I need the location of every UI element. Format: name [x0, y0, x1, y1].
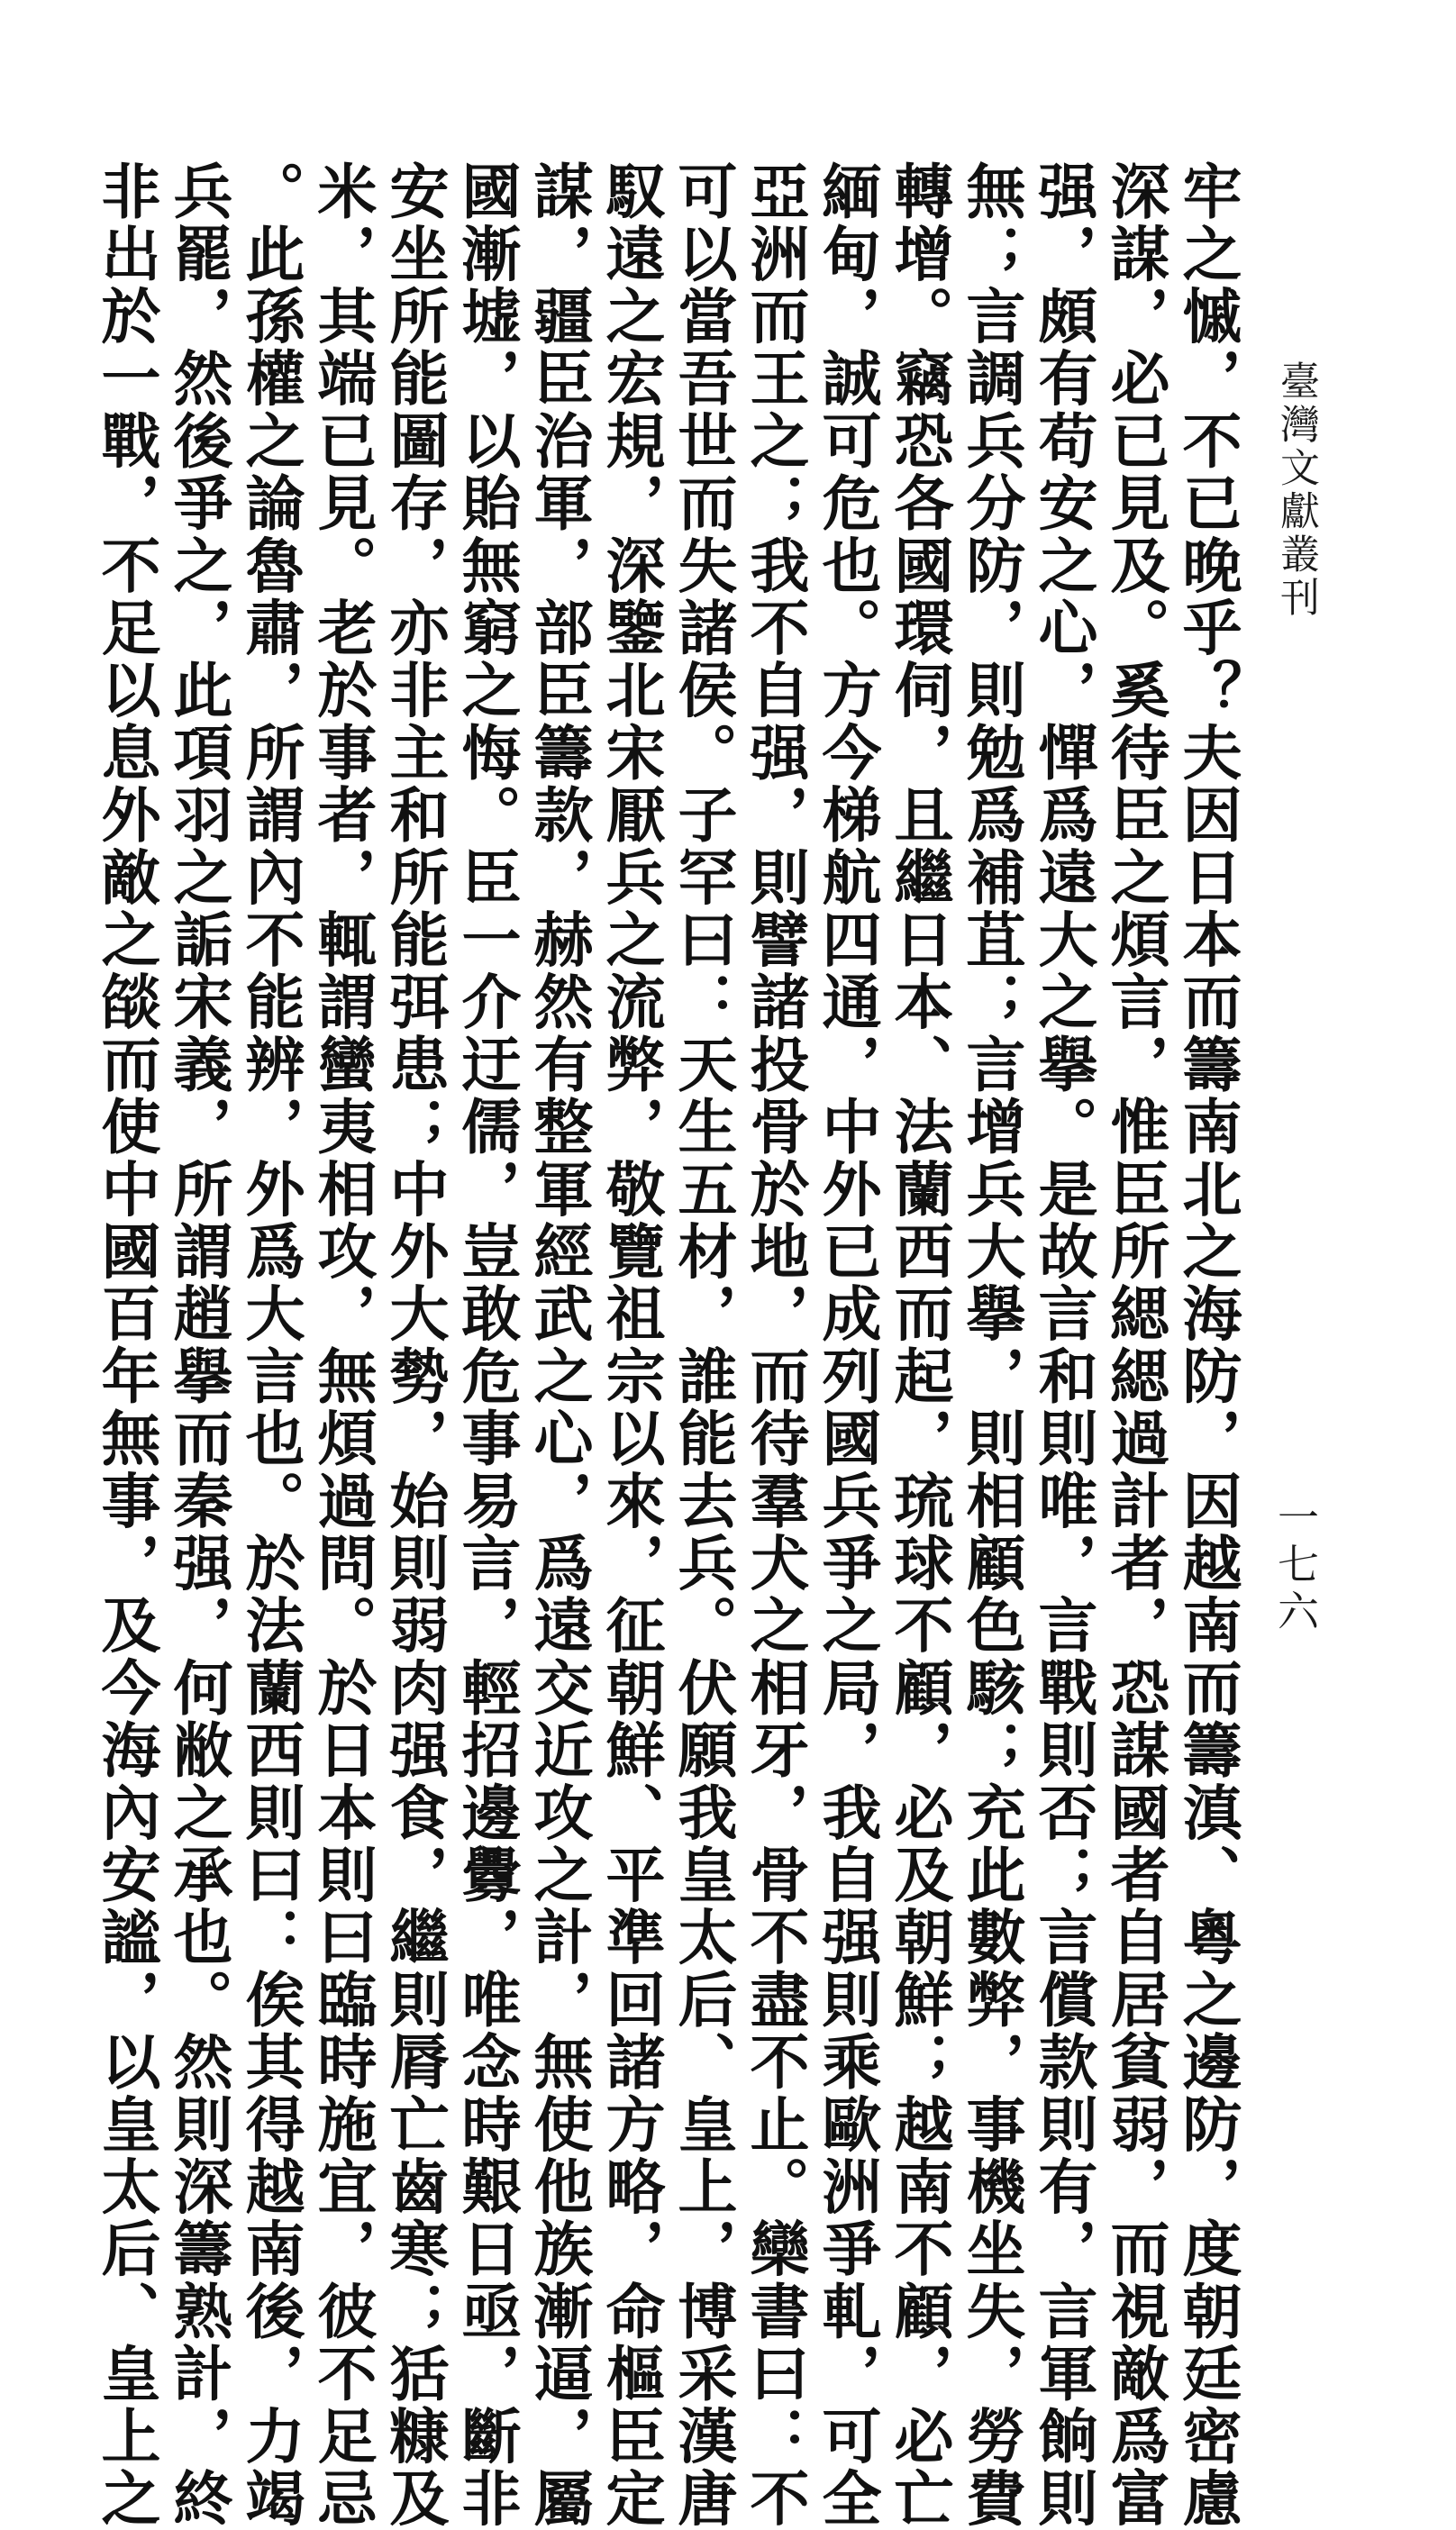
text-column: 亞洲而王之；我不自强，則譬諸投骨於地，而待羣犬之相牙，骨不盡不止。欒書曰：不 — [740, 160, 810, 2530]
text-column: 兵罷，然後爭之，此項羽之詬宋義，所謂趙擧而秦强，何敝之承也。然則深籌熟計，終 — [163, 160, 233, 2530]
body-text — [91, 160, 1243, 2530]
text-column: 米，其端已見。老於事者，輒謂蠻夷相攻，無煩過問。於日本則曰臨時施宜，彼不足忌 — [307, 160, 378, 2530]
text-column: 無；言調兵分防，則勉爲補苴；言增兵大擧，則相顧色駭；充此數弊，事機坐失，勞費 — [956, 160, 1026, 2530]
text-column: 安坐所能圖存，亦非主和所能弭患；中外大勢，始則弱肉强食，繼則脣亡齒寒；狧糠及 — [379, 160, 450, 2530]
text-column: 馭遠之宏規，深鑒北宋厭兵之流弊，敬覽祖宗以來，征朝鮮、平準回諸方略，命樞臣定 — [596, 160, 666, 2530]
text-column: 。此孫權之論魯肅，所謂內不能辨，外爲大言也。於法蘭西則曰：俟其得越南後，力竭 — [235, 160, 305, 2530]
text-column: 國漸墟，以貽無窮之悔。臣一介迂儒，豈敢危事易言，輕招邊釁，唯念時艱日亟，斷非 — [451, 160, 522, 2530]
text-column: 非出於一戰，不足以息外敵之燄而使中國百年無事，及今海內安謐，以皇太后、皇上之 — [91, 160, 161, 2530]
text-column: 轉增。竊恐各國環伺，且繼日本、法蘭西而起，琉球不顧，必及朝鮮；越南不顧，必亡 — [884, 160, 954, 2530]
text-column: 深謀，必已見及。奚待臣之煩言，惟臣所緦緦過計者，恐謀國者自居貧弱，而視敵爲富 — [1100, 160, 1170, 2530]
text-column: 謀，疆臣治軍，部臣籌款，赫然有整軍經武之心，爲遠交近攻之計，無使他族漸逼，屬 — [523, 160, 594, 2530]
page-number: 一七六 — [1271, 1496, 1320, 1636]
running-title: 臺灣文獻叢刊 — [1273, 360, 1319, 620]
text-column: 緬甸，誠可危也。方今梯航四通，中外已成列國兵爭之局，我自强則乘歐洲爭軋，可全 — [812, 160, 882, 2530]
text-column: 可以當吾世而失諸侯。子罕曰：天生五材，誰能去兵。伏願我皇太后、皇上，博采漢唐 — [668, 160, 738, 2530]
text-column: 牢之慽，不已晚乎？夫因日本而籌南北之海防，因越南而籌滇、粵之邊防，度朝廷密慮 — [1172, 160, 1242, 2530]
text-column: 强，頗有苟安之心，憚爲遠大之擧。是故言和則唯，言戰則否；言償款則有，言軍餉則 — [1028, 160, 1098, 2530]
